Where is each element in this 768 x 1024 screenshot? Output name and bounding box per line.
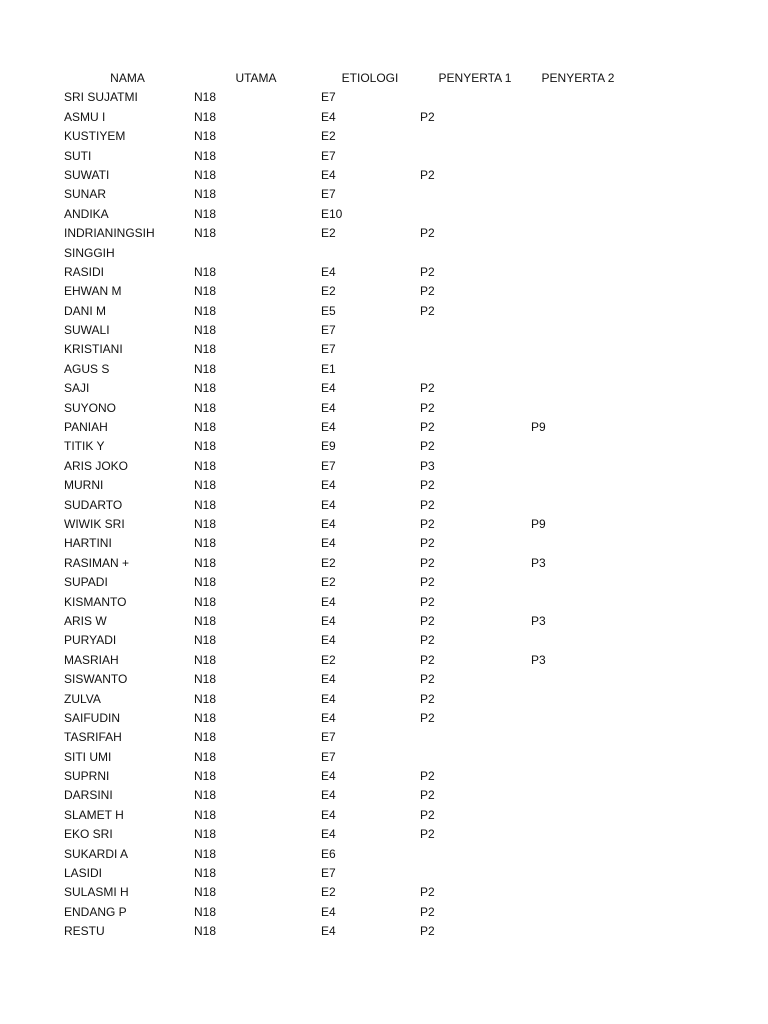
cell-utama: N18 (194, 691, 217, 706)
cell-utama: N18 (194, 749, 217, 764)
header-etiologi: ETIOLOGI (341, 71, 399, 85)
cell-etiologi: E4 (321, 672, 336, 687)
cell-utama: N18 (194, 555, 217, 570)
cell-nama: SITI UMI (64, 749, 112, 764)
cell-penyerta-1: P3 (420, 458, 435, 473)
header-penyerta-2: PENYERTA 2 (541, 71, 615, 85)
cell-etiologi: E4 (321, 400, 336, 415)
cell-utama: N18 (194, 323, 217, 338)
cell-utama: N18 (194, 594, 217, 609)
cell-nama: RASIDI (64, 264, 105, 279)
cell-etiologi: E7 (321, 749, 336, 764)
table-row (0, 748, 768, 767)
cell-etiologi: E7 (321, 90, 336, 105)
table-row (0, 496, 768, 515)
cell-penyerta-1: P2 (420, 381, 435, 396)
table-row (0, 825, 768, 844)
cell-nama: INDRIANINGSIH (64, 226, 155, 241)
cell-utama: N18 (194, 827, 217, 842)
cell-nama: WIWIK SRI (64, 516, 125, 531)
cell-penyerta-1: P2 (420, 633, 435, 648)
cell-penyerta-1: P2 (420, 167, 435, 182)
table-row (0, 806, 768, 825)
table-row (0, 593, 768, 612)
cell-penyerta-1: P2 (420, 807, 435, 822)
cell-nama: SUDARTO (64, 497, 123, 512)
table-row (0, 728, 768, 747)
cell-penyerta-1: P2 (420, 439, 435, 454)
cell-nama: KISMANTO (64, 594, 127, 609)
cell-etiologi: E4 (321, 516, 336, 531)
cell-etiologi: E2 (321, 885, 336, 900)
cell-etiologi: E4 (321, 633, 336, 648)
table-row (0, 534, 768, 553)
cell-nama: SUNAR (64, 187, 107, 202)
cell-nama: EKO SRI (64, 827, 113, 842)
table-row (0, 612, 768, 631)
cell-nama: EHWAN M (64, 284, 122, 299)
cell-nama: KUSTIYEM (64, 129, 126, 144)
cell-utama: N18 (194, 400, 217, 415)
cell-etiologi: E2 (321, 284, 336, 299)
cell-etiologi: E4 (321, 497, 336, 512)
cell-penyerta-1: P2 (420, 885, 435, 900)
cell-etiologi: E4 (321, 788, 336, 803)
table-row (0, 670, 768, 689)
cell-nama: SUYONO (64, 400, 117, 415)
table-row (0, 631, 768, 650)
cell-utama: N18 (194, 458, 217, 473)
cell-utama: N18 (194, 148, 217, 163)
cell-utama: N18 (194, 284, 217, 299)
header-penyerta-1: PENYERTA 1 (438, 71, 512, 85)
cell-nama: SLAMET H (64, 807, 124, 822)
cell-utama: N18 (194, 866, 217, 881)
table-row (0, 554, 768, 573)
table-row (0, 360, 768, 379)
table-row (0, 166, 768, 185)
cell-nama: SRI SUJATMI (64, 90, 138, 105)
cell-nama: AGUS S (64, 361, 110, 376)
cell-utama: N18 (194, 90, 217, 105)
table-row (0, 88, 768, 107)
cell-etiologi: E4 (321, 769, 336, 784)
cell-etiologi: E7 (321, 866, 336, 881)
cell-penyerta-1: P2 (420, 613, 435, 628)
cell-utama: N18 (194, 652, 217, 667)
cell-utama: N18 (194, 633, 217, 648)
cell-nama: PANIAH (64, 420, 108, 435)
cell-penyerta-1: P2 (420, 226, 435, 241)
cell-nama: DARSINI (64, 788, 113, 803)
cell-utama: N18 (194, 420, 217, 435)
cell-penyerta-1: P2 (420, 769, 435, 784)
cell-utama: N18 (194, 264, 217, 279)
cell-utama: N18 (194, 575, 217, 590)
cell-penyerta-1: P2 (420, 672, 435, 687)
table-row (0, 108, 768, 127)
cell-penyerta-1: P2 (420, 478, 435, 493)
table-row (0, 457, 768, 476)
cell-etiologi: E5 (321, 303, 336, 318)
cell-etiologi: E7 (321, 187, 336, 202)
cell-nama: RESTU (64, 924, 105, 939)
cell-penyerta-1: P2 (420, 536, 435, 551)
cell-nama: PURYADI (64, 633, 117, 648)
table-row (0, 651, 768, 670)
cell-penyerta-1: P2 (420, 710, 435, 725)
cell-etiologi: E4 (321, 807, 336, 822)
table-row (0, 922, 768, 941)
cell-utama: N18 (194, 342, 217, 357)
table-row (0, 147, 768, 166)
cell-nama: TASRIFAH (64, 730, 122, 745)
header-row (0, 69, 768, 88)
cell-utama: N18 (194, 439, 217, 454)
table-row (0, 321, 768, 340)
cell-etiologi: E4 (321, 109, 336, 124)
cell-nama: ARIS JOKO (64, 458, 129, 473)
cell-utama: N18 (194, 710, 217, 725)
cell-utama: N18 (194, 109, 217, 124)
cell-penyerta-2: P3 (531, 555, 546, 570)
table-row (0, 399, 768, 418)
cell-utama: N18 (194, 613, 217, 628)
cell-penyerta-1: P2 (420, 924, 435, 939)
cell-etiologi: E4 (321, 613, 336, 628)
cell-etiologi: E10 (321, 206, 343, 221)
cell-utama: N18 (194, 516, 217, 531)
cell-utama: N18 (194, 730, 217, 745)
cell-penyerta-1: P2 (420, 691, 435, 706)
cell-utama: N18 (194, 885, 217, 900)
table-row (0, 437, 768, 456)
cell-penyerta-1: P2 (420, 109, 435, 124)
cell-penyerta-1: P2 (420, 420, 435, 435)
table-row (0, 340, 768, 359)
cell-etiologi: E1 (321, 361, 336, 376)
cell-etiologi: E4 (321, 478, 336, 493)
cell-utama: N18 (194, 478, 217, 493)
table-row (0, 127, 768, 146)
cell-utama: N18 (194, 187, 217, 202)
cell-penyerta-1: P2 (420, 575, 435, 590)
cell-penyerta-1: P2 (420, 555, 435, 570)
table-row (0, 476, 768, 495)
table-row (0, 709, 768, 728)
cell-utama: N18 (194, 206, 217, 221)
cell-etiologi: E7 (321, 730, 336, 745)
cell-nama: DANI M (64, 303, 106, 318)
cell-penyerta-1: P2 (420, 516, 435, 531)
cell-penyerta-1: P2 (420, 788, 435, 803)
cell-nama: SUPRNI (64, 769, 110, 784)
cell-penyerta-2: P3 (531, 613, 546, 628)
cell-etiologi: E4 (321, 904, 336, 919)
cell-nama: SUTI (64, 148, 92, 163)
cell-etiologi: E4 (321, 594, 336, 609)
cell-penyerta-1: P2 (420, 827, 435, 842)
table-body (0, 88, 768, 941)
cell-etiologi: E4 (321, 264, 336, 279)
cell-nama: MURNI (64, 478, 104, 493)
data-sheet (0, 69, 768, 942)
cell-nama: SUWALI (64, 323, 110, 338)
cell-utama: N18 (194, 672, 217, 687)
cell-utama: N18 (194, 846, 217, 861)
cell-nama: SUWATI (64, 167, 110, 182)
cell-etiologi: E4 (321, 536, 336, 551)
table-row (0, 224, 768, 243)
cell-penyerta-1: P2 (420, 497, 435, 512)
cell-penyerta-2: P9 (531, 516, 546, 531)
header-utama: UTAMA (235, 71, 277, 85)
table-row (0, 282, 768, 301)
cell-etiologi: E6 (321, 846, 336, 861)
cell-etiologi: E4 (321, 691, 336, 706)
cell-etiologi: E4 (321, 827, 336, 842)
table-row (0, 845, 768, 864)
cell-utama: N18 (194, 167, 217, 182)
cell-etiologi: E9 (321, 439, 336, 454)
cell-nama: HARTINI (64, 536, 112, 551)
cell-etiologi: E4 (321, 420, 336, 435)
table-row (0, 786, 768, 805)
table-row (0, 883, 768, 902)
cell-penyerta-2: P3 (531, 652, 546, 667)
cell-penyerta-1: P2 (420, 400, 435, 415)
cell-etiologi: E7 (321, 458, 336, 473)
cell-nama: RASIMAN + (64, 555, 130, 570)
cell-nama: SINGGIH (64, 245, 115, 260)
cell-etiologi: E2 (321, 226, 336, 241)
table-row (0, 864, 768, 883)
cell-nama: ANDIKA (64, 206, 109, 221)
table-row (0, 302, 768, 321)
cell-utama: N18 (194, 807, 217, 822)
cell-etiologi: E4 (321, 710, 336, 725)
cell-nama: SULASMI H (64, 885, 129, 900)
cell-penyerta-1: P2 (420, 652, 435, 667)
cell-etiologi: E4 (321, 924, 336, 939)
table-row (0, 515, 768, 534)
cell-nama: SAIFUDIN (64, 710, 121, 725)
cell-utama: N18 (194, 226, 217, 241)
table-row (0, 379, 768, 398)
cell-utama: N18 (194, 381, 217, 396)
cell-nama: ENDANG P (64, 904, 127, 919)
table-row (0, 244, 768, 263)
cell-nama: MASRIAH (64, 652, 119, 667)
cell-nama: LASIDI (64, 866, 103, 881)
cell-penyerta-2: P9 (531, 420, 546, 435)
cell-etiologi: E7 (321, 148, 336, 163)
cell-penyerta-1: P2 (420, 904, 435, 919)
cell-utama: N18 (194, 536, 217, 551)
cell-nama: SUPADI (64, 575, 108, 590)
table-row (0, 767, 768, 786)
cell-utama: N18 (194, 904, 217, 919)
table-row (0, 418, 768, 437)
cell-etiologi: E2 (321, 575, 336, 590)
table-row (0, 573, 768, 592)
cell-etiologi: E7 (321, 342, 336, 357)
cell-etiologi: E7 (321, 323, 336, 338)
cell-etiologi: E4 (321, 381, 336, 396)
cell-nama: SISWANTO (64, 672, 128, 687)
cell-penyerta-1: P2 (420, 303, 435, 318)
table-row (0, 185, 768, 204)
cell-utama: N18 (194, 769, 217, 784)
cell-etiologi: E2 (321, 555, 336, 570)
cell-utama: N18 (194, 924, 217, 939)
cell-utama: N18 (194, 361, 217, 376)
table-row (0, 903, 768, 922)
cell-nama: ASMU I (64, 109, 106, 124)
cell-penyerta-1: P2 (420, 284, 435, 299)
cell-nama: TITIK Y (64, 439, 105, 454)
table-row (0, 263, 768, 282)
cell-nama: ZULVA (64, 691, 101, 706)
cell-utama: N18 (194, 788, 217, 803)
cell-etiologi: E2 (321, 652, 336, 667)
table-row (0, 690, 768, 709)
cell-nama: KRISTIANI (64, 342, 123, 357)
cell-utama: N18 (194, 497, 217, 512)
cell-penyerta-1: P2 (420, 264, 435, 279)
header-nama: NAMA (110, 71, 145, 85)
cell-utama: N18 (194, 129, 217, 144)
cell-utama: N18 (194, 303, 217, 318)
cell-nama: SAJI (64, 381, 90, 396)
cell-etiologi: E4 (321, 167, 336, 182)
cell-etiologi: E2 (321, 129, 336, 144)
cell-nama: ARIS W (64, 613, 107, 628)
cell-nama: SUKARDI A (64, 846, 129, 861)
cell-penyerta-1: P2 (420, 594, 435, 609)
table-row (0, 205, 768, 224)
